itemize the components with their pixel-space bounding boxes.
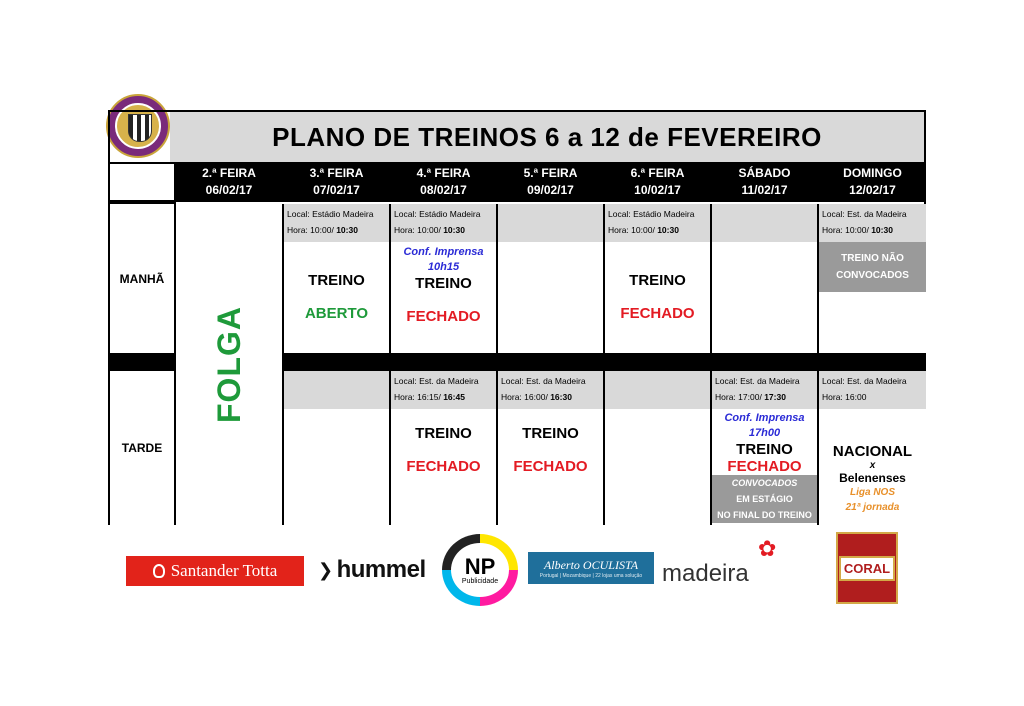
session-type: TREINO (308, 272, 365, 289)
hummel-logo: ❯ hummel (318, 556, 426, 583)
morning-sun-cell (819, 204, 926, 353)
folga-text: FOLGA (210, 306, 247, 423)
away-team: Belenenses (839, 471, 906, 485)
press-conference: Conf. Imprensa (403, 246, 484, 258)
header-day-wed (391, 162, 498, 202)
np-publicidade-logo: NP Publicidade (442, 534, 518, 606)
day-name: 5.ª FEIRA (523, 166, 578, 180)
session-status: FECHADO (620, 305, 695, 322)
session-info: Local: Est. da Madeira Hora: 17:00/ 17:30 (712, 371, 817, 409)
session-type: TREINO (736, 441, 793, 458)
press-conference-time: 17h00 (748, 427, 781, 439)
day-date: 11/02/17 (741, 183, 788, 197)
afternoon-fri-cell (605, 371, 712, 525)
session-info: Local: Estádio Madeira Hora: 10:00/ 10:30 (391, 204, 496, 242)
day-date: 08/02/17 (420, 183, 467, 197)
session-info: Local: Est. da Madeira Hora: 16:00/ 16:30 (498, 371, 603, 409)
session-info: Local: Est. da Madeira Hora: 10:00/ 10:30 (819, 204, 926, 242)
day-name: 3.ª FEIRA (309, 166, 364, 180)
session-info-empty (605, 371, 710, 409)
session-type: TREINO (415, 425, 472, 442)
header-day-thu (498, 162, 605, 202)
row-label-morning: MANHÃ (110, 202, 176, 353)
day-date: 12/02/17 (849, 183, 896, 197)
day-name: 6.ª FEIRA (630, 166, 685, 180)
header-day-sat (712, 162, 819, 202)
day-name: SÁBADO (738, 166, 791, 180)
session-status: FECHADO (513, 458, 588, 475)
called-up-note: CONVOCADOS EM ESTÁGIO NO FINAL DO TREINO (712, 475, 817, 523)
training-schedule-table (108, 110, 926, 525)
chevron-icon: ❯ (318, 559, 333, 580)
header-corner-cell (110, 162, 176, 202)
session-status: ABERTO (304, 305, 369, 322)
session-info-empty (498, 204, 603, 242)
session-info: Local: Estádio Madeira Hora: 10:00/ 10:30 (284, 204, 389, 242)
session-info-empty (712, 204, 817, 242)
header-day-fri (605, 162, 712, 202)
home-team: NACIONAL (832, 443, 913, 460)
day-name: 2.ª FEIRA (202, 166, 256, 180)
press-conference: Conf. Imprensa (724, 412, 805, 424)
non-called-up-note: TREINO NÃO CONVOCADOS (819, 242, 926, 292)
press-conference-time: 10h15 (427, 261, 460, 273)
monday-day-off (176, 204, 284, 525)
session-info: Local: Est. da Madeira Hora: 16:00 (819, 371, 926, 409)
session-type: TREINO (629, 272, 686, 289)
day-name: DOMINGO (843, 166, 902, 180)
session-status: FECHADO (406, 458, 481, 475)
row-separator (110, 353, 176, 371)
santander-totta-logo: Santander Totta (126, 556, 304, 586)
day-date: 10/02/17 (634, 183, 681, 197)
morning-fri-cell (605, 204, 712, 353)
session-info: Local: Est. da Madeira Hora: 16:15/ 16:45 (391, 371, 496, 409)
afternoon-tue-cell (284, 371, 391, 525)
header-day-mon (176, 162, 284, 202)
day-date: 09/02/17 (527, 183, 574, 197)
afternoon-thu-cell (498, 371, 605, 525)
madeira-logo: madeira ✿ (662, 538, 792, 588)
day-name: 4.ª FEIRA (416, 166, 471, 180)
day-date: 07/02/17 (313, 183, 360, 197)
session-type: TREINO (415, 275, 472, 292)
session-status: FECHADO (406, 308, 481, 325)
morning-sat-cell (712, 204, 819, 353)
league-name: Liga NOS (849, 487, 895, 498)
afternoon-wed-cell (391, 371, 498, 525)
morning-wed-cell (391, 204, 498, 353)
session-type: TREINO (522, 425, 579, 442)
row-label-afternoon: TARDE (110, 371, 176, 525)
alberto-oculista-logo: Alberto OCULISTA Portugal | Mozambique | 22 lojas uma solução (528, 552, 654, 584)
session-status: FECHADO (727, 458, 802, 475)
header-day-tue (284, 162, 391, 202)
match-round: 21ª jornada (845, 502, 900, 513)
header-day-sun (819, 162, 926, 202)
versus: x (869, 460, 876, 471)
coral-logo: CORAL (836, 532, 898, 604)
day-date: 06/02/17 (205, 183, 253, 197)
afternoon-sun-cell (819, 371, 926, 525)
row-separator (284, 353, 924, 371)
afternoon-sat-cell (712, 371, 819, 525)
session-info: Local: Estádio Madeira Hora: 10:00/ 10:30 (605, 204, 710, 242)
session-info-empty (284, 371, 389, 409)
flame-icon (153, 564, 165, 578)
flower-icon: ✿ (758, 536, 777, 561)
schedule-title: PLANO DE TREINOS 6 a 12 de FEVEREIRO (170, 112, 924, 162)
morning-tue-cell (284, 204, 391, 353)
morning-thu-cell (498, 204, 605, 353)
